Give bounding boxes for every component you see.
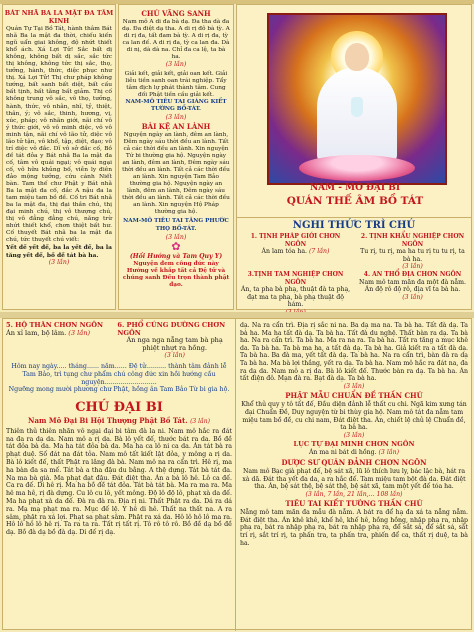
s2-reps: (3 lần) xyxy=(402,263,423,271)
s6-body: Án nga nga nẵng tam bà phạ phiệt nhựt ra hồng. xyxy=(126,336,223,352)
s4-reps: (3 lần) xyxy=(402,293,423,301)
great-compassion-subtitle-reps: (3 lần) xyxy=(190,418,210,426)
dedication-prayer-2: Ngưỡng mong mười phương chư Phật, hồng ân Tam Bảo Từ bi gia hộ. xyxy=(8,386,230,394)
s5-title: 5. HỘ THÂN CHƠN NGÔN xyxy=(6,321,103,329)
ritual-section-4 xyxy=(354,271,471,317)
six-syllable-reps: (3 lần) xyxy=(378,449,400,457)
s1-body: Án lam tóa ha. xyxy=(261,248,307,256)
s2-body: Tu rị, tu rị, ma ha tu rị tu tu rị, ta bà ha. xyxy=(360,248,465,263)
untie-verse: Giải kết, giải kết, giải oan kết. Giải liễu tiền sanh oan trái nghiệp. Tẩy tâm địch lự phát thành tâm. Cung đối Phật tiền cầu giải kết. xyxy=(124,70,228,98)
s4-title: 4. AN THỔ ĐỊA CHƠN NGÔN xyxy=(363,270,462,278)
heart-sutra-panel xyxy=(2,4,116,310)
six-syllable-line xyxy=(237,449,471,457)
ritual-title: NGHI THỨC TRÌ CHÚ xyxy=(292,220,416,231)
ritual-row-1 xyxy=(237,233,471,271)
medicine-buddha-body: Nam mô Bạc già phạt đế, bệ sát xã, lũ lô thích lưu ly, bác lặc bà, hát ra xà dã. Đát tha yết đa da, a ra hắc đế. Tam miệu tam bột đà da. Đát điệt tha. Án, bệ sát thệ, bệ sát thệ, bệ sát xã, tam một yết đế tóa ha. xyxy=(242,467,466,491)
invocation-1-reps: (3 lần) xyxy=(165,113,187,121)
six-syllable-body: Án ma ni bát di hồng. xyxy=(308,449,377,457)
ritual-section-5 xyxy=(3,322,114,360)
rebirth-mantra-title: CHÚ VÃNG SANH xyxy=(141,9,211,18)
s5-body: Án xỉ lam, bộ lâm. xyxy=(6,328,67,337)
ritual-section-3 xyxy=(237,271,354,317)
s5-reps: (3 lần) xyxy=(68,328,91,337)
great-compassion-body: Thiên thủ thiên nhãn vô ngại đại bi tâm đà la ni. Nam mô hắc ra đát na đa ra dạ da. Nam mô a rị da. Bà lô yết đế, thước bát ra da. Bồ đề tát đỏa bà da. Ma ha tát đỏa bà da. Ma ha ca lô ni ca da. Án tát bà ra phạt duệ. Số đát na đát tỏa. Nam mô tất kiết lật đỏa, y mông a rị da. Bà lô kiết đế, thất Phật ra lăng đà bà. Nam mô na ra cẩn trì. Hê rị, ma ha bàn đa sa mế. Tát bà a tha đậu du bằng. A thệ dựng. Tát bà tát đa. Na ma bà già. Ma phạt đạt đậu. Đát điệt tha. Án a bà lô hê. Lô ca đế. Ca ra đế. Di hê rị. Ma ha bồ đề tát đỏa. Tát bà tát bà. Ma ra ma ra. Ma hê ma hê, rị đà dựng. Cu lô cu lô, yết mông. Độ lô độ lô, phạt xà da đế. Ma ha phạt xà da đế. Đà ra đà ra. Địa rị ni. Thất Phật ra da. Dá ra dá ra. Mạ mạ phạt ma ra. Mục đế lệ. Y hê di hê. Thất na thất na. A ra sâm, phật ra xá lợi. Phạt sa phạt sâm. Phật ra xá da. Hô lô hô lô ma ra. Hô lô hô lô hê rị. Ta ra ta ra. Tất rị tất rị. Tô rô tô rô. Bồ đề dạ bồ đề dạ. Bồ đà dạ bồ đà dạ. Di đế rị dạ. xyxy=(6,427,232,537)
cundi-reps: (3 lần) xyxy=(343,431,365,439)
heart-sutra-body: Quán Tự Tại Bồ Tát, hành thâm Bát nhã Ba la mật đa thời, chiếu kiến ngũ uẩn giai không, độ nhứt thiết khổ ách. Xá Lợi Tử! Sắc bất dị không, không bất dị sắc, sắc tức thị không, không tức thị sắc, thọ, tưởng, hành, thức, diệc phục như thị. Xá Lợi Tử! Thị chư pháp không tướng, bất sanh bất diệt, bất cấu bất tịnh, bất tăng bất giảm. Thị cố không trung vô sắc, vô thọ, tưởng, hành, thức, vô nhãn, nhĩ, tỷ, thiệt, thân, ý; vô sắc, thinh, hương, vị, xúc, pháp; vô nhãn giới, nãi chí vô ý thức giới, vô vô minh diệc, vô vô minh tận, nãi chí vô lão tử, diệc vô lão tử tận, vô khổ, tập, diệt, đạo; vô trí diệc vô đắc. Dĩ vô sở đắc cố, Bồ đề tát đỏa y Bát nhã Ba la mật đa cố, tâm vô quái ngại; vô quái ngại cố, vô hữu khủng bố, viễn ly điên đảo mộng tưởng, cứu cánh Niết bàn. Tam thế chư Phật y Bát nhã Ba la mật đa cố, đắc A nậu đa la tam miệu tam bồ đề. Cố tri Bát nhã ba la mật đa, thị đại thần chú, thị đại minh chú, thị vô thượng chú, thị vô đẳng đẳng chú, năng trừ nhứt thiết khổ, chơn thiệt bất hư. Cố thuyết Bát nhã ba la mật đa chú, tức thuyết chú viết: xyxy=(6,26,112,244)
disaster-dispel-title: TIÊU TAI KIẾT TƯỜNG THẦN CHÚ xyxy=(285,499,423,509)
heart-sutra-reps: (3 lần) xyxy=(48,258,70,266)
s1-reps: (7 lần) xyxy=(308,248,330,256)
great-compassion-continued: dạ. Na ra cẩn trì. Địa rị sắc ni na. Ba dạ ma na. Ta bà ha. Tất đà dạ. Ta bà ha. Ma ha tất đà dạ. Ta bà ha. Tất đà du nghệ. Thất bàn ra dạ. Ta bà ha. Na ra cẩn trì. Ta bà ha. Ma ra na ra. Ta bà ha. Tất ra tăng a mục khê da. Ta bà ha. Ta bà ma ha, a tất đà dạ. Ta bà ha. Giả kiết ra a tất đà dạ. Ta bà ha. Ba đà ma, yết tất đà dạ. Ta bà ha. Na ra cẩn trì, bàn đà ra dạ Ta bà ha. Ma bà lợi thắng, yết ra dạ. Ta bà ha. Nam mô hắc ra đát na, đa ra dạ da. Nam mô a rị da. Bà lô kiết đế. Thước bàn ra dạ. Ta bà ha. Án tất điện đô. Mạn đà ra. Bạt đà dạ. Ta bà ha. xyxy=(240,322,468,383)
ritual-section-1 xyxy=(237,233,354,271)
dedication-title: (Hồi Hướng và Tam Quy Y) xyxy=(129,253,223,261)
head-shape xyxy=(345,43,369,71)
picture-caption-2: QUÁN THẾ ÂM BỒ TÁT xyxy=(286,195,424,207)
dedication-prayer: Hôm nay ngày..... tháng...... năm...... Đệ tử.......... thành tâm đảnh lễ Tam Bảo, trì tụng chư phẩm chú công đức xin hồi hướng cầu nguyện.......................... xyxy=(11,362,227,386)
peace-verse-title: BÀI KỆ AN LÀNH xyxy=(141,122,211,132)
invocation-1: NAM-MÔ TIÊU TAI GIÁNG KIẾT TƯỜNG BỒ-TÁT. xyxy=(125,98,227,113)
disaster-dispel-body: Nẵng mô tam mãn đa mẫu đà nẫm. A bát ra để hạ đa xá ta nẵng nẫm. Đát điệt tha. Án khê khê, khế hê, khế hê, hồng hồng, nhập phạ ra, nhập phạ ra, bát ra nhập phạ ra, bát ra nhập phạ ra, để sắt sá, để sắt sá, sắt trí rị, sắt trí rị, ta phấn tra, ta phấn tra, phiến để ca, thất rị duệ, ta bà ha. xyxy=(240,509,468,547)
rebirth-mantra-panel xyxy=(118,4,234,310)
s2-title: 2. TỊNH KHẨU NGHIỆP CHƠN NGÔN xyxy=(360,233,465,248)
s1-line xyxy=(237,248,354,256)
s5-line xyxy=(3,330,114,338)
dedication-verse: Nguyện đem công đức này Hướng về khắp tất cả Đệ tử và chúng sanh Đều trọn thành phật đạo. xyxy=(122,260,230,288)
guanyin-image xyxy=(267,13,447,185)
invocation-2-reps: (3 lần) xyxy=(165,233,187,241)
medicine-buddha-reps: (3 lần, 7 lần, 21 lần,... 108 lần) xyxy=(305,490,403,498)
rebirth-mantra-reps: (3 lần) xyxy=(165,61,187,68)
great-compassion-subtitle: Nam Mô Đại Bi Hội Thượng Phật Bồ Tát. xyxy=(28,416,188,426)
vase-shape xyxy=(351,97,363,117)
heart-sutra-mantra: Yết đế yết đế, ba la yết đế, ba la tăng yết đế, bồ đề tát bà ha. xyxy=(6,244,112,259)
cundi-title: PHẬT MẪU CHUẨN ĐỀ THẦN CHÚ xyxy=(285,391,423,401)
guanyin-picture-panel xyxy=(236,4,472,218)
ritual-section-2 xyxy=(354,233,471,271)
great-compassion-subtitle-line xyxy=(3,417,235,426)
great-compassion-left xyxy=(3,319,236,631)
great-compassion-reps: (3 lần) xyxy=(343,382,365,390)
s6-title: 6. PHỔ CÚNG DƯỜNG CHƠN NGÔN xyxy=(117,321,226,337)
cundi-body: Khể thủ quy y tô tất đế, Đầu diện đảnh lễ thất cu chi. Ngã kim xưng tán đại Chuẩn Đề, Duy nguyện từ bi thùy gia hộ. Nam mô tát đa nẫm tam miệu tam bồ đề, cu chi nam, Đát điệt tha. Án, chiết lệ chủ lệ Chuẩn đề, ta bà ha. xyxy=(241,401,467,432)
six-syllable-title: LỤC TỰ ĐẠI MINH CHƠN NGÔN xyxy=(293,440,415,449)
ritual-panel xyxy=(236,218,472,310)
lotus-icon: ✿ xyxy=(171,240,181,254)
s3-body: Án, ta pha bà phạ, thuật đà ta phạ, đạt ma ta phạ, bà phạ thuật độ hám. xyxy=(240,286,351,309)
great-compassion-right xyxy=(237,319,471,631)
ritual-row-2 xyxy=(237,271,471,317)
s6-reps: (3 lần) xyxy=(164,352,185,360)
heart-sutra-title: BÁT NHÃ BA LA MẬT ĐA TÂM KINH xyxy=(4,9,114,25)
ritual-section-6 xyxy=(114,322,235,360)
medicine-buddha-title: DƯỢC SƯ QUÁN ĐẢNH CHƠN NGÔN xyxy=(281,457,427,467)
s4-body: Nam mô tam mãn đa một đà nẫm. Án độ rô độ rô, địa vĩ ta bà ha. xyxy=(359,278,466,294)
great-compassion-title: CHÚ ĐẠI BI xyxy=(75,400,163,416)
invocation-2: NAM-MÔ TIÊU TAI TĂNG PHƯỚC THỌ BỒ-TÁT. xyxy=(123,218,229,232)
s1-title: 1. TỊNH PHÁP GIỚI CHƠN NGÔN xyxy=(250,233,341,248)
picture-caption-1: NAM - MÔ ĐẠI BI xyxy=(309,183,401,193)
peace-verse-body: Nguyện ngày an lành, đêm an lành, Đêm ngày sáu thời đều an lành. Tất cả các thời đều an lành. Xin nguyện Tứ bi thường gia hộ. Nguyện ngày an lành, đêm an lành, Đêm ngày sáu thời đều an lành. Tất cả các thời đều an lành. Xin nguyện Tam Bảo thường gia hộ. Nguyện ngày an lành, đêm an lành, Đêm ngày sáu thời đều an lành. Tất cả các thời đều an lành. Xin nguyện Hộ Pháp thường gia hộ. xyxy=(122,132,230,216)
rebirth-mantra-body: Nam mô A di đa bà dạ. Đa tha dà đa dạ. Đa điệt dạ tha. A di rị đô bà tỳ. A di rị đa, tất đam bà tỳ. A di rị đa, tỳ ca lan đế. A di rị đa, tỳ ca lan đa. Dà di nị, dà dà na. Chỉ đa ca lệ, ta bà ha. xyxy=(122,19,230,60)
lotus-throne-shape xyxy=(299,155,415,181)
bottom-top-row xyxy=(3,322,235,360)
s3-title: 3.TỊNH TAM NGHIỆP CHƠN NGÔN xyxy=(247,270,344,286)
great-compassion-sheet xyxy=(2,318,472,630)
